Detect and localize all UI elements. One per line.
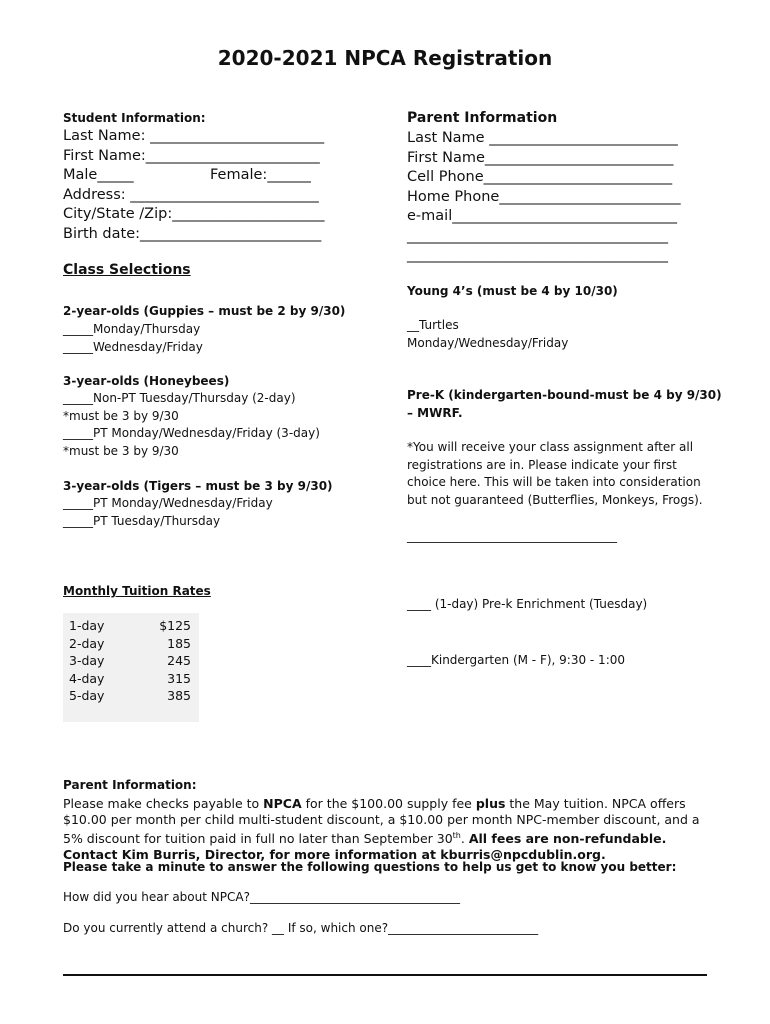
honeybees-note-2: *must be 3 by 9/30 [63,443,179,458]
prek-heading [407,387,722,422]
tuition-row [69,671,191,686]
guppies-option-wed-fri[interactable]: _____Wednesday/Friday [63,339,203,354]
prek-enrichment-option[interactable]: ____ (1-day) Pre-k Enrichment (Tuesday) [407,597,648,611]
honeybees-heading: 3-year-olds (Honeybees) [63,374,230,388]
tuition-heading: Monthly Tuition Rates [63,584,211,598]
tuition-row [69,618,191,633]
guppies-heading: 2-year-olds (Guppies – must be 2 by 9/30) [63,304,346,318]
tigers-option-mwf[interactable]: _____PT Monday/Wednesday/Friday [63,496,273,510]
prek-note-line-2: registrations are in. Please indicate your first [407,457,677,472]
student-gender-row [63,166,324,186]
how-did-you-hear-field[interactable]: How did you hear about NPCA?___________________________________ [63,890,460,904]
tigers-options [63,495,273,530]
parent-cell-phone-field[interactable]: Cell Phone__________________________ [407,169,673,185]
student-birth-date-field[interactable]: Birth date:_________________________ [63,225,322,242]
prek-choice-field[interactable]: ___________________________________ [407,529,617,543]
parent-fields [407,129,681,266]
payment-text-plus: plus [475,796,506,811]
tuition-amount: 385 [167,688,191,703]
payment-text: Please make checks payable to [63,796,264,811]
tuition-label: 2-day [69,635,105,651]
guppies-option-mon-thu[interactable]: _____Monday/Thursday [63,322,201,336]
page-title: 2020-2021 NPCA Registration [217,46,553,70]
student-last-name-field[interactable]: Last Name: ________________________ [63,128,325,144]
honeybees-note-1: *must be 3 by 9/30 [63,408,179,423]
student-address-field[interactable]: Address: __________________________ [63,186,319,203]
tuition-amount: $125 [159,618,191,633]
young4-options [407,317,568,352]
class-selections-heading: Class Selections [63,262,191,278]
parent-first-name-field[interactable]: First Name__________________________ [407,149,674,166]
turtles-option[interactable]: __Turtles [407,318,459,332]
student-info-heading: Student Information: [63,111,206,125]
parent-home-phone-field[interactable]: Home Phone_________________________ [407,188,681,205]
tuition-label: 3-day [69,653,105,668]
tuition-row [69,653,191,668]
tuition-label: 5-day [69,688,105,703]
tuition-row [69,636,191,651]
student-first-name-field[interactable]: First Name:________________________ [63,147,320,164]
turtles-days: Monday/Wednesday/Friday [407,335,569,350]
payment-text: for the $100.00 supply fee [301,796,476,811]
honeybees-option-3day[interactable]: _____PT Monday/Wednesday/Friday (3-day) [63,426,320,440]
tuition-amount: 315 [167,670,191,686]
payment-text: . [460,831,469,847]
tuition-label: 1-day [69,618,105,633]
tuition-row [69,688,191,703]
payment-info-paragraph [63,796,713,863]
tigers-heading: 3-year-olds (Tigers – must be 3 by 9/30) [63,479,333,493]
female-field[interactable]: Female:______ [210,167,311,183]
tigers-option-tue-thu[interactable]: _____PT Tuesday/Thursday [63,513,221,528]
prek-note-line-3: choice here. This will be taken into consideration [407,475,701,489]
tuition-label: 4-day [69,670,105,686]
parent-extra-line-1[interactable]: ____________________________________ [407,227,668,244]
kindergarten-option[interactable]: ____Kindergarten (M - F), 9:30 - 1:00 [407,653,626,667]
student-fields [63,127,324,244]
tuition-amount: 245 [167,653,191,668]
contact-text: All fees are non-refundable. Contact Kim Burris, Director, for more information at kburris@npcdublin.org. [63,831,667,863]
parent-email-field[interactable]: e-mail_______________________________ [407,208,677,224]
payment-text: the May tuition. NPCA offers $10.00 per month per child multi-student discount, a $10.00 per month NPC-member discount, and a 5% discount for tuition paid in full no later than September 30 [63,796,700,847]
male-field[interactable]: Male_____ [63,167,134,183]
bottom-divider [63,974,707,976]
superscript: th [452,831,461,840]
church-field[interactable]: Do you currently attend a church? __ If so, which one?_________________________ [63,921,539,935]
prek-heading-line-2: – MWRF. [407,405,463,420]
young4-heading: Young 4’s (must be 4 by 10/30) [407,284,618,298]
footer-heading: Parent Information: [63,778,197,792]
honeybees-options [63,390,320,460]
questions-intro: Please take a minute to answer the following questions to help us get to know you better: [63,860,677,874]
payment-text-npca: NPCA [263,796,302,811]
prek-note-line-1: *You will receive your class assignment after all [407,440,694,454]
parent-info-heading: Parent Information [407,110,558,126]
parent-extra-line-2[interactable]: ____________________________________ [407,247,668,263]
prek-note [407,439,703,509]
prek-heading-line-1: Pre-K (kindergarten-bound-must be 4 by 9/30) [407,388,722,402]
parent-last-name-field[interactable]: Last Name __________________________ [407,130,678,146]
student-city-state-zip-field[interactable]: City/State /Zip:_____________________ [63,206,325,222]
honeybees-option-2day[interactable]: _____Non-PT Tuesday/Thursday (2-day) [63,391,296,405]
tuition-table [63,613,199,722]
guppies-options [63,321,203,356]
prek-note-line-4: but not guaranteed (Butterflies, Monkeys, Frogs). [407,492,703,507]
tuition-amount: 185 [167,635,191,651]
